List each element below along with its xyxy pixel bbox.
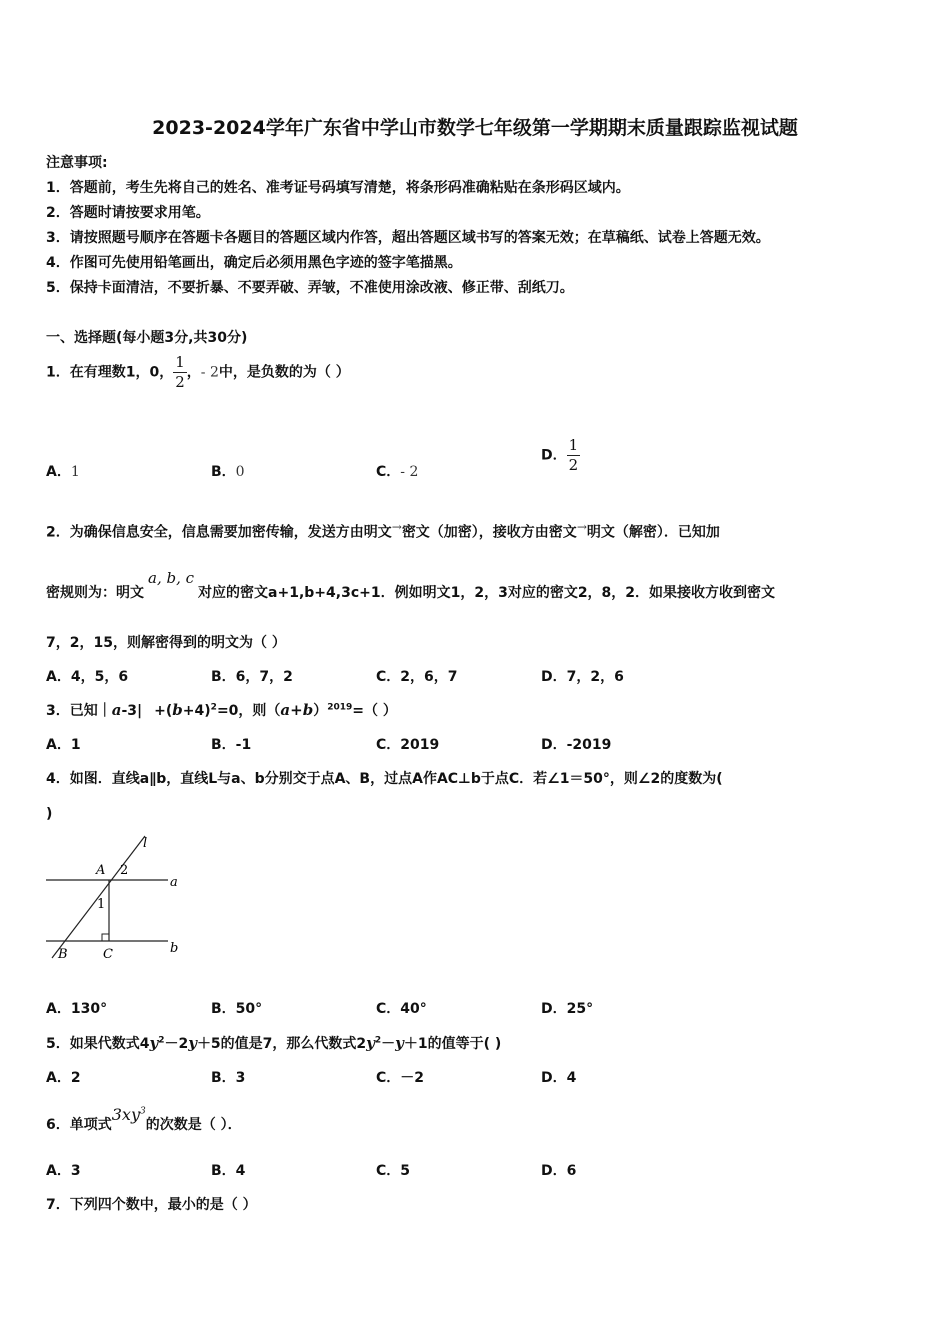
q2-text-d: 密规则为：明文	[46, 585, 144, 601]
q3-text-g: =（ ）	[352, 703, 397, 719]
q4-option-b[interactable]	[211, 998, 262, 1018]
q5-option-a[interactable]	[46, 1067, 81, 1087]
q5-option-b-value: 3	[235, 1070, 246, 1086]
q6-option-a-label: A．	[46, 1163, 71, 1179]
q1-neg: - 2	[200, 364, 219, 381]
q2-option-c-label: C．	[376, 669, 401, 685]
q5-var-y3: y	[366, 1034, 375, 1052]
q5-option-a-value: 2	[70, 1070, 81, 1086]
q1-option-c[interactable]	[376, 461, 418, 481]
q3-option-c-value: 2019	[400, 737, 440, 753]
q3-var-a: a	[111, 701, 122, 719]
notice-heading: 注意事项:	[46, 155, 108, 171]
q6-suffix: 的次数是（ ）．	[145, 1117, 242, 1133]
q6-option-a-value: 3	[70, 1163, 81, 1179]
q1-option-a-label: A．	[46, 464, 71, 480]
label-angle-1: 1	[97, 897, 106, 912]
q4-option-b-value: 50°	[235, 1001, 263, 1017]
notice-item-3: 3．请按照题号顺序在答题卡各题目的答题区域内作答，超出答题区域书写的答案无效；在草稿纸、试卷上答题无效。	[46, 230, 770, 246]
question-2-line-2	[46, 569, 776, 602]
q4-option-c-value: 40°	[400, 1001, 427, 1017]
section-heading-choice: 一、选择题(每小题3分,共30分)	[46, 330, 248, 346]
q1-option-a-value: 1	[70, 464, 80, 480]
q5-option-c-label: C．	[376, 1070, 401, 1086]
label-angle-2: 2	[120, 863, 129, 878]
q6-option-d-label: D．	[541, 1163, 567, 1179]
notice-item-2: 2．答题时请按要求用笔。	[46, 205, 210, 221]
q6-option-b[interactable]	[211, 1160, 245, 1180]
q5-text-1: 5．如果代数式4	[46, 1036, 150, 1052]
q3-square: 2	[210, 702, 217, 713]
q1-option-d[interactable]	[541, 436, 580, 475]
q2-option-a-label: A．	[46, 669, 71, 685]
q1-option-b-label: B．	[211, 464, 236, 480]
q1-frac-den: 2	[175, 373, 185, 391]
q6-option-b-value: 4	[235, 1163, 246, 1179]
q4-option-d-value: 25°	[566, 1001, 594, 1017]
q6-option-d-value: 6	[566, 1163, 577, 1179]
q3-text-a: 3．已知｜	[46, 703, 112, 719]
question-1-stem	[46, 353, 350, 392]
q1-frac-num: 1	[175, 353, 185, 371]
q2-option-d[interactable]	[541, 666, 624, 686]
q5-text-5: ＋1的值等于( )	[403, 1036, 502, 1052]
q4-option-d-label: D．	[541, 1001, 567, 1017]
q2-option-b-label: B．	[211, 669, 236, 685]
right-angle-mark	[102, 934, 109, 941]
arrow-icon: →	[576, 520, 587, 534]
label-C: C	[103, 947, 113, 962]
q1-suffix: 中，是负数的为（ ）	[218, 364, 350, 381]
q5-option-c-value: －2	[400, 1070, 425, 1086]
q6-option-c[interactable]	[376, 1160, 410, 1180]
q3-option-b[interactable]	[211, 734, 251, 754]
q3-option-a-label: A．	[46, 737, 71, 753]
label-b: b	[170, 941, 179, 956]
q3-option-d-value: -2019	[566, 737, 612, 753]
q2-text-b: 密文（加密），接收方由密文	[401, 524, 577, 541]
label-a: a	[170, 875, 178, 890]
q6-mono-exp: 3	[140, 1106, 146, 1117]
q4-option-b-label: B．	[211, 1001, 236, 1017]
q3-option-b-value: -1	[235, 737, 252, 753]
q3-option-a-value: 1	[70, 737, 81, 753]
q1-option-c-value: - 2	[400, 464, 419, 480]
q6-option-b-label: B．	[211, 1163, 236, 1179]
q2-option-b[interactable]	[211, 666, 293, 686]
question-2-line-3: 7，2，15，则解密得到的明文为（ ）	[46, 635, 286, 651]
q4-option-a-label: A．	[46, 1001, 71, 1017]
q2-option-a[interactable]	[46, 666, 128, 686]
q2-text-c: 明文（解密）．已知加	[586, 524, 720, 541]
question-3-stem	[46, 700, 397, 720]
q2-option-c[interactable]	[376, 666, 458, 686]
q5-exp-2: 2	[374, 1035, 382, 1046]
q6-option-c-value: 5	[400, 1163, 411, 1179]
question-4-close: )	[46, 806, 53, 822]
q3-var-ab: a+b	[280, 701, 314, 719]
arrow-icon: →	[391, 520, 402, 534]
q5-text-2: －2	[164, 1036, 189, 1052]
q3-exponent: 2019	[327, 702, 353, 713]
q2-text-e: 对应的密文a+1,b+4,3c+1．例如明文1，2，3对应的密文2，8，2．如果接收方收到密文	[198, 585, 776, 601]
q3-text-b: -3|	[121, 703, 143, 719]
notice-item-4: 4．作图可先使用铅笔画出，确定后必须用黑色字迹的签字笔描黑。	[46, 255, 462, 271]
q4-option-c-label: C．	[376, 1001, 401, 1017]
q5-exp-1: 2	[158, 1035, 165, 1046]
q5-var-y4: y	[395, 1034, 404, 1052]
q1-fraction	[173, 353, 187, 392]
q1-option-b[interactable]	[211, 461, 245, 481]
q1-option-b-value: 0	[235, 464, 245, 480]
q3-option-c-label: C．	[376, 737, 401, 753]
q2-option-b-value: 6，7，2	[235, 669, 293, 685]
q1-prefix: 1．在有理数1，0，	[46, 364, 174, 381]
q3-option-a[interactable]	[46, 734, 81, 754]
q4-option-a-value: 130°	[70, 1001, 108, 1017]
question-6-stem	[46, 1105, 242, 1134]
q2-option-c-value: 2，6，7	[400, 669, 458, 685]
q4-option-c[interactable]	[376, 998, 427, 1018]
q3-option-b-label: B．	[211, 737, 236, 753]
q1-option-d-num: 1	[568, 436, 579, 454]
label-A: A	[96, 863, 106, 878]
q6-option-d[interactable]	[541, 1160, 576, 1180]
exam-title: 2023-2024学年广东省中学山市数学七年级第一学期期末质量跟踪监视试题	[152, 117, 798, 139]
q1-option-d-den: 2	[568, 456, 579, 474]
q1-option-d-fraction	[567, 436, 581, 475]
q3-option-d-label: D．	[541, 737, 567, 753]
q2-text-a: 2．为确保信息安全，信息需要加密传输，发送方由明文	[46, 524, 392, 541]
label-B: B	[58, 947, 68, 962]
q6-mono-base: 3xy	[111, 1105, 140, 1124]
q2-vars: a, b, c	[148, 569, 195, 587]
q2-option-a-value: 4，5，6	[70, 669, 129, 685]
q5-option-d-label: D．	[541, 1070, 567, 1086]
q4-option-a[interactable]	[46, 998, 107, 1018]
q6-monomial	[112, 1105, 146, 1124]
q5-option-c[interactable]	[376, 1067, 424, 1087]
q4-figure	[40, 830, 190, 965]
q3-text-c: +(	[154, 703, 173, 719]
label-l: l	[143, 836, 148, 851]
q6-prefix: 6．单项式	[46, 1117, 112, 1133]
q5-option-d[interactable]	[541, 1067, 576, 1087]
q4-option-d[interactable]	[541, 998, 593, 1018]
question-2-line-1	[46, 520, 720, 542]
q5-var-y1: y	[149, 1034, 159, 1052]
q3-text-f: ）	[313, 703, 328, 719]
q5-option-b[interactable]	[211, 1067, 245, 1087]
q2-option-d-label: D．	[541, 669, 567, 685]
q5-var-y2: y	[188, 1034, 197, 1052]
notice-item-5: 5．保持卡面清洁，不要折暴、不要弄破、弄皱，不准使用涂改液、修正带、刮纸刀。	[46, 280, 574, 296]
q5-option-a-label: A．	[46, 1070, 71, 1086]
q1-option-a[interactable]	[46, 461, 80, 481]
question-4-stem: 4．如图．直线a∥b，直线L与a、b分别交于点A、B，过点A作AC⊥b于点C．若∠1＝50°，则∠2的度数为(	[46, 771, 723, 787]
question-7-stem: 7．下列四个数中，最小的是（ ）	[46, 1197, 257, 1213]
q5-option-d-value: 4	[566, 1070, 577, 1086]
q6-option-a[interactable]	[46, 1160, 81, 1180]
q1-sep: ，	[186, 364, 201, 381]
q3-text-d: +4)	[182, 703, 211, 719]
q3-option-d[interactable]	[541, 734, 611, 754]
q5-option-b-label: B．	[211, 1070, 236, 1086]
notice-item-1: 1．答题前，考生先将自己的姓名、准考证号码填写清楚，将条形码准确粘贴在条形码区域内。	[46, 180, 630, 196]
q3-var-b: b	[172, 701, 183, 719]
q5-text-3: ＋5的值是7，那么代数式2	[196, 1036, 367, 1052]
q1-option-d-label: D．	[541, 447, 567, 464]
q6-option-c-label: C．	[376, 1163, 401, 1179]
question-5-stem	[46, 1033, 501, 1053]
q3-text-e: =0，则（	[216, 703, 281, 719]
q5-text-4: －	[381, 1036, 396, 1052]
q1-option-c-label: C．	[376, 464, 401, 480]
q2-option-d-value: 7，2，6	[566, 669, 624, 685]
q3-option-c[interactable]	[376, 734, 439, 754]
